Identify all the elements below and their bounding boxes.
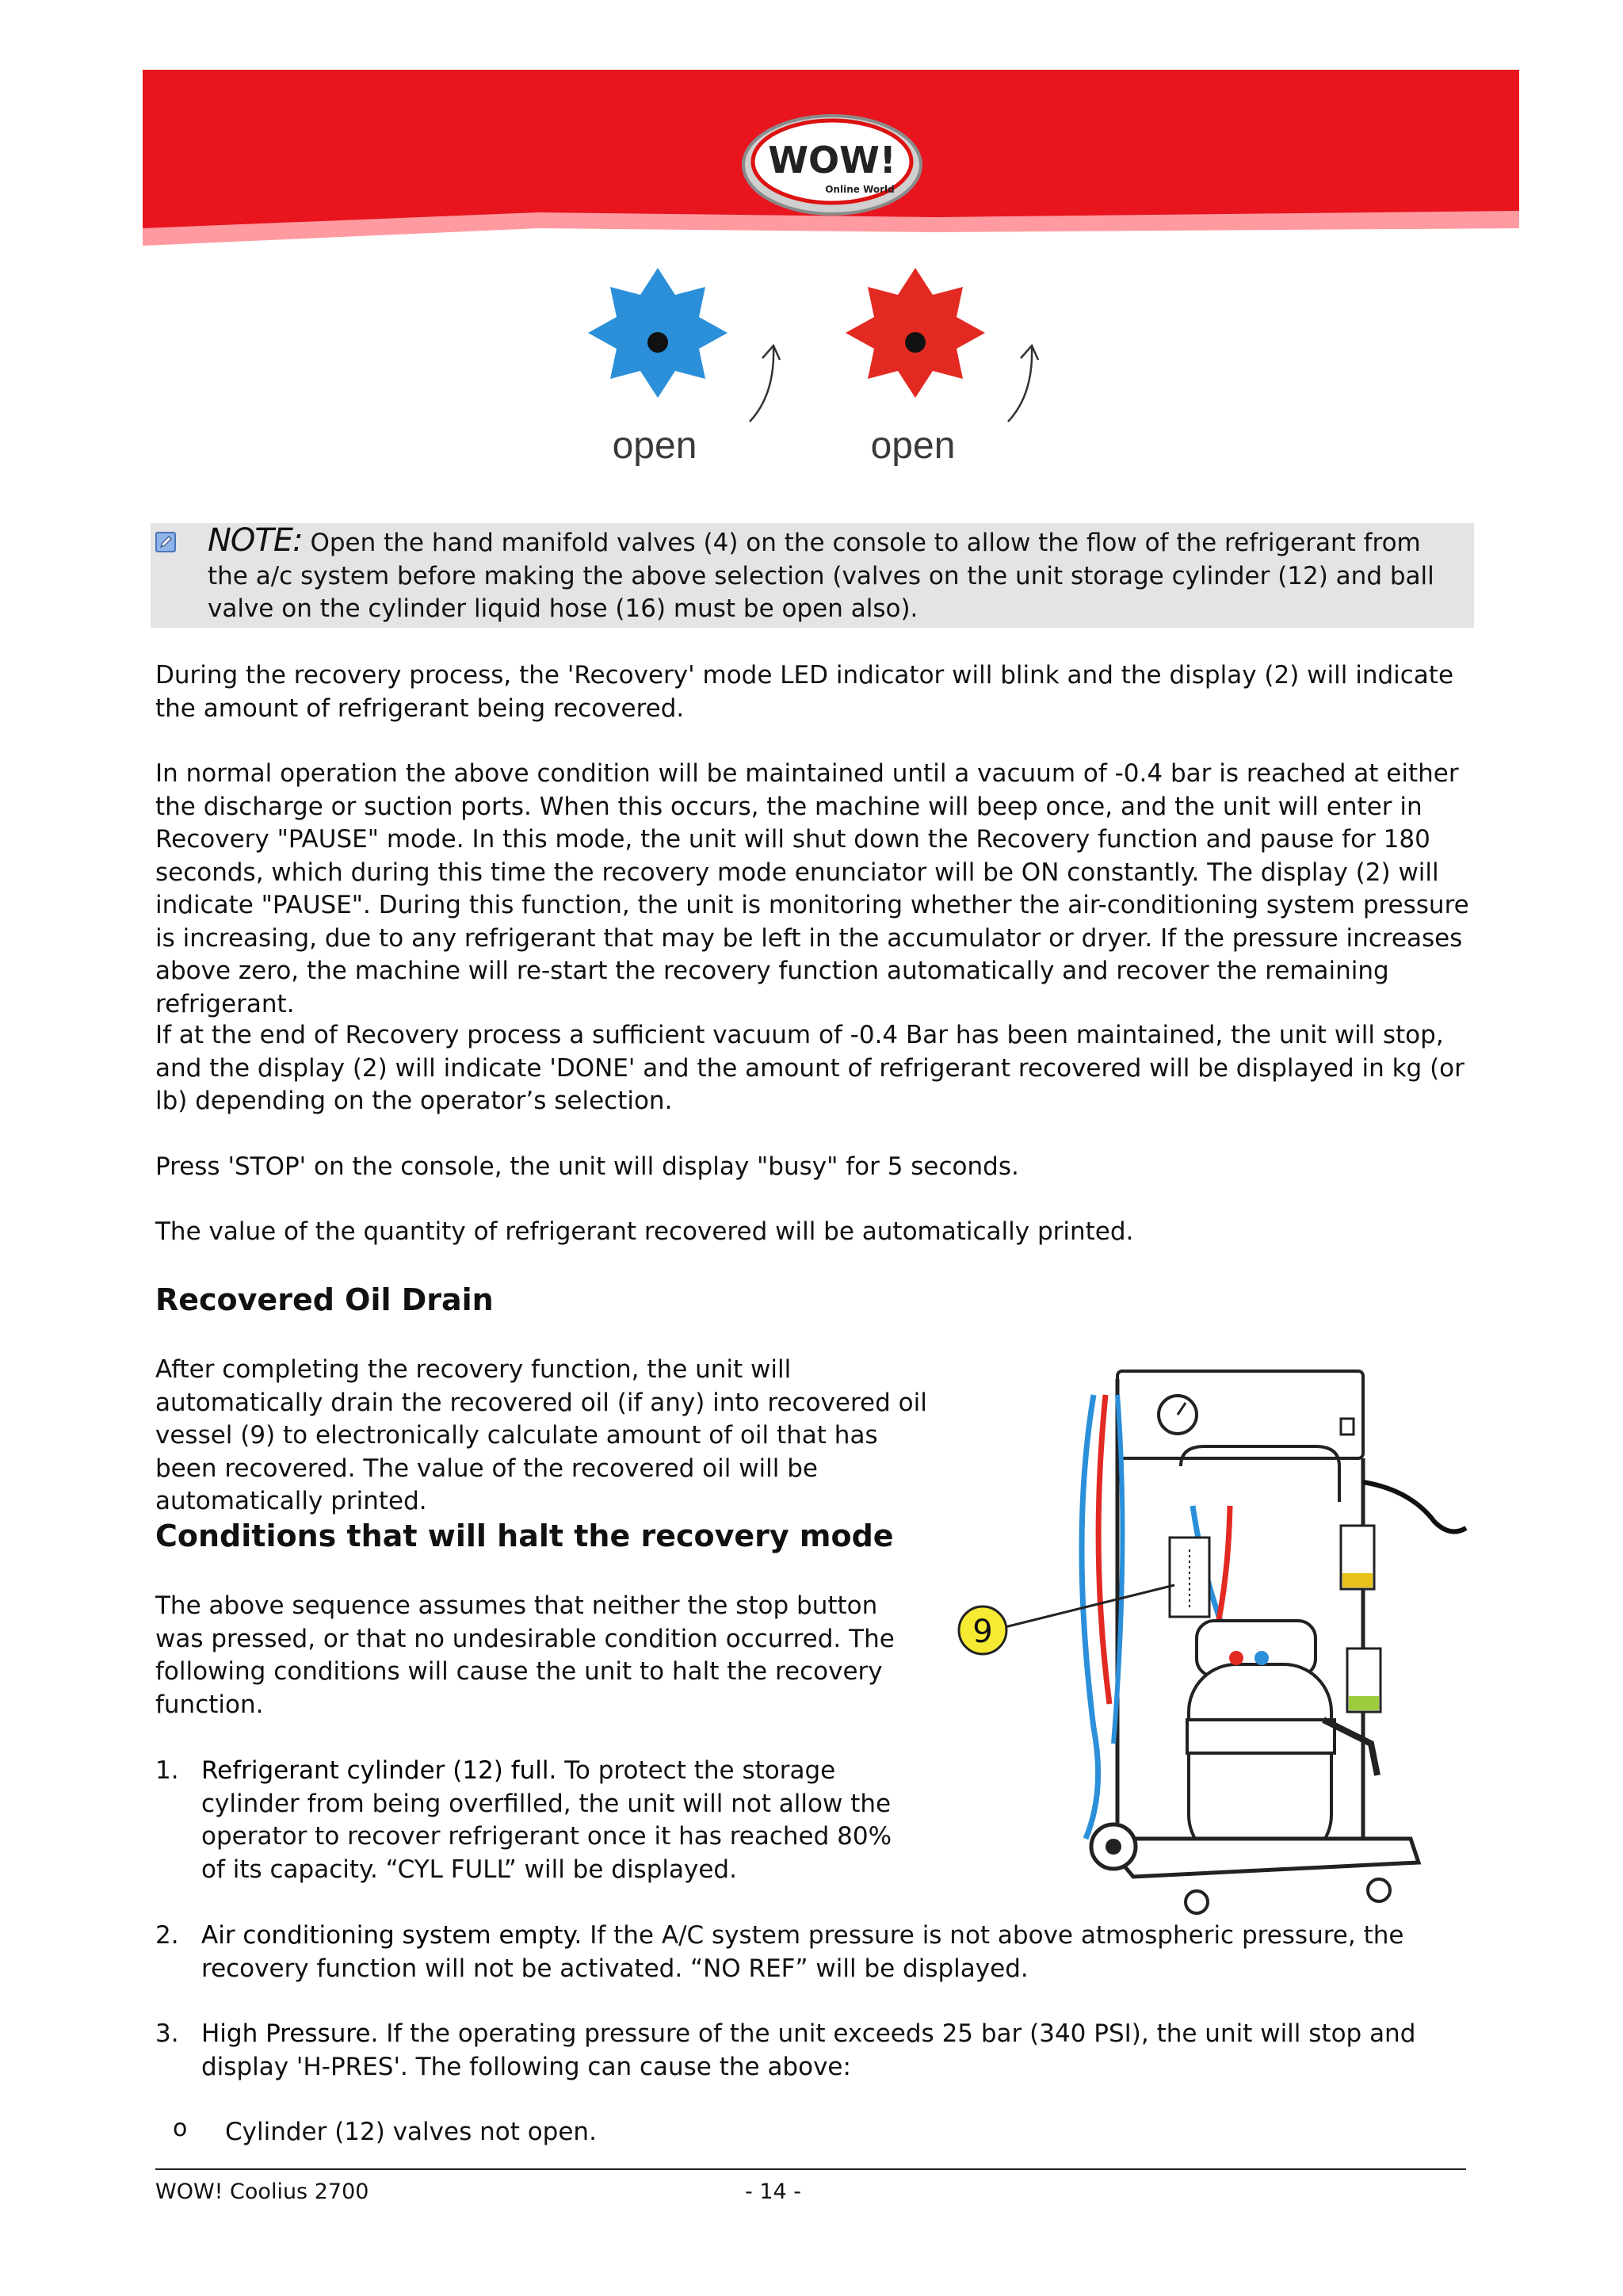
note-label: NOTE:	[208, 522, 303, 559]
heading-halt-conditions: Conditions that will halt the recovery mode	[155, 1519, 894, 1553]
blue-valve-label: open	[612, 425, 697, 467]
footer-divider	[155, 2168, 1466, 2170]
blue-open-arrow	[750, 346, 780, 422]
paragraph-normal-operation: In normal operation the above condition will be maintained until a vacuum of -0.4 bar is reached at either the discharge or suction ports. When this occurs, the machine will beep once, and the unit will enter in Recovery "PAUSE" mode. In this mode, the unit will shut down the Recovery function and pause for 180 seconds, which during this time the recovery mode enunciator will be ON constantly. The display (2) will indicate "PAUSE". During this function, the unit is monitoring whether the air-conditioning system pressure is increasing, due to any refrigerant that may be left in the accumulator or dryer. If the pressure increases above zero, the machine will re-start the recovery function automatically and recover the remaining refrigerant.	[155, 759, 1469, 1018]
logo-text: WOW!	[768, 139, 896, 181]
wow-logo	[743, 116, 921, 214]
list-item-cylinder-full	[201, 1755, 922, 1886]
list-item-text: To protect the storage cylinder from being overfilled, the unit will not allow the operator to recover refrigerant once it has reached 80% of its capacity. “CYL FULL” will be displayed.	[201, 1756, 892, 1884]
blue-valve-knob	[588, 268, 727, 398]
list-item-text: If the A/C system pressure is not above atmospheric pressure, the recovery function will not be activated. “NO REF” will be displayed.	[201, 1921, 1404, 1983]
note-text	[208, 522, 1468, 626]
list-number-1: 1.	[155, 1756, 179, 1785]
paragraph-printed: The value of the quantity of refrigerant recovered will be automatically printed.	[155, 1217, 1134, 1246]
paragraph-press-stop: Press 'STOP' on the console, the unit will display "busy" for 5 seconds.	[155, 1152, 1019, 1181]
list-item-title: Refrigerant cylinder (12) full.	[201, 1756, 557, 1785]
sublist-item-valves-not-open: Cylinder (12) valves not open.	[225, 2118, 597, 2146]
note-body: Open the hand manifold valves (4) on the console to allow the flow of the refrigerant from the a/c system before making the above selection (valves on the unit storage cylinder (12) and ball valve on the cylinder liquid hose (16) must be open also).	[208, 529, 1434, 623]
note-pencil-icon	[155, 532, 176, 552]
red-open-arrow	[1008, 346, 1038, 422]
bullet-circle-icon: o	[173, 2115, 188, 2142]
callout-number: 9	[972, 1614, 993, 1650]
list-item-high-pressure	[201, 2018, 1469, 2084]
red-valve-knob	[846, 268, 985, 398]
paragraph-end-of-recovery: If at the end of Recovery process a sufficient vacuum of -0.4 Bar has been maintained, the unit will stop, and the display (2) will indicate 'DONE' and the amount of refrigerant recovered will be displayed in kg (or lb) depending on the operator’s selection.	[155, 1021, 1465, 1115]
list-item-title: Air conditioning system empty.	[201, 1921, 582, 1950]
footer-page-number: - 14 -	[745, 2179, 802, 2204]
logo-subtext: Online World	[825, 184, 895, 195]
valve-knobs	[555, 254, 1062, 483]
red-valve-label: open	[870, 425, 956, 467]
footer-document-title: WOW! Coolius 2700	[155, 2179, 369, 2204]
paragraph-oil-drain: After completing the recovery function, the unit will automatically drain the recovered oil (if any) into recovered oil vessel (9) to electronically calculate amount of oil that has been recovered. The value of the recovered oil will be automatically printed.	[155, 1355, 927, 1515]
recovery-unit-illustration	[943, 1347, 1474, 1942]
list-item-text: If the operating pressure of the unit exceeds 25 bar (340 PSI), the unit will stop and display 'H-PRES'. The following can cause the above:	[201, 2019, 1416, 2081]
heading-recovered-oil-drain: Recovered Oil Drain	[155, 1282, 494, 1317]
header-banner	[143, 70, 1519, 247]
list-number-2: 2.	[155, 1921, 179, 1950]
list-number-3: 3.	[155, 2019, 179, 2048]
paragraph-halt-intro: The above sequence assumes that neither the stop button was pressed, or that no undesirable condition occurred. The following conditions will cause the unit to halt the recovery function.	[155, 1591, 895, 1719]
list-item-title: High Pressure.	[201, 2019, 379, 2048]
paragraph-recovery-process: During the recovery process, the 'Recovery' mode LED indicator will blink and the display (2) will indicate the amount of refrigerant being recovered.	[155, 661, 1454, 723]
